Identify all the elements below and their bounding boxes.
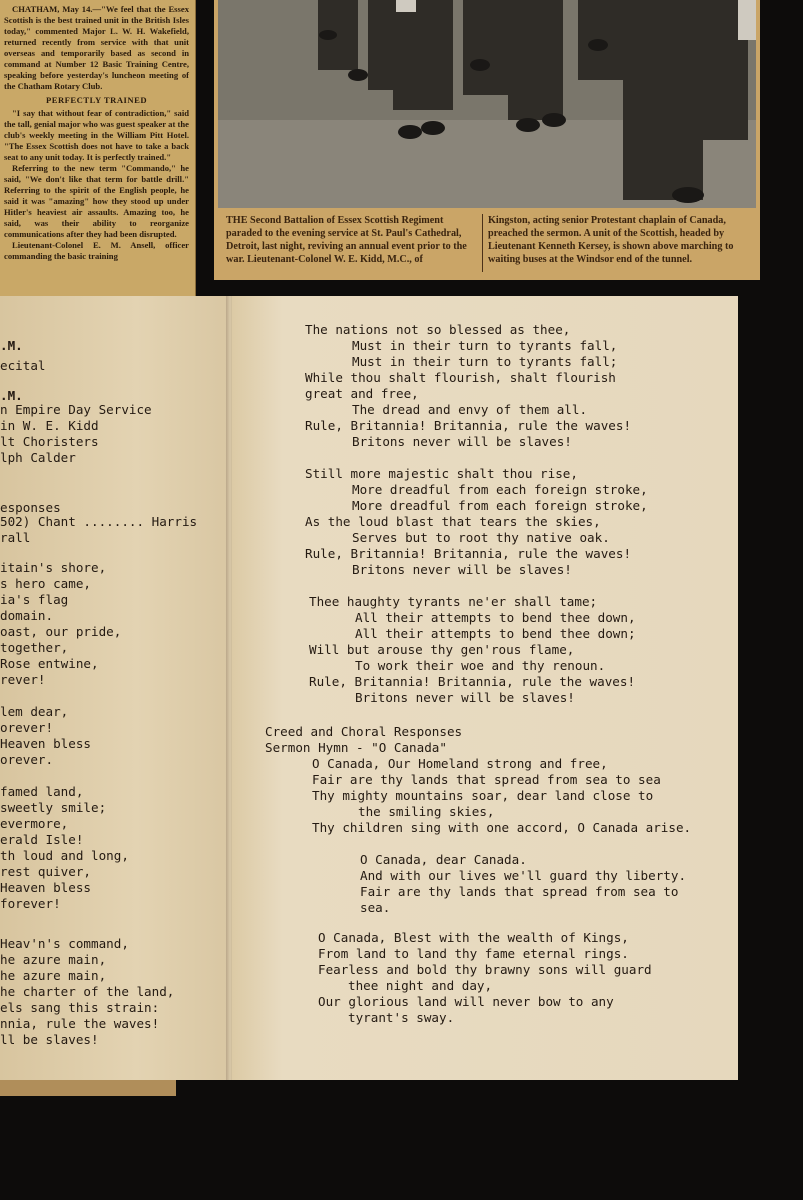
left-page-line: els sang this strain:: [0, 1000, 160, 1015]
left-page-line: Heav'n's command,: [0, 936, 129, 951]
clipping-paragraph: Lieutenant-Colonel E. M. Ansell, officer commanding the basic training: [4, 240, 189, 261]
clipping-paragraph: "I say that without fear of contradiction," said the tall, genial major who was guest speaker at the club's weekly meeting in the William Pitt Hotel. "The Essex Scottish does not have to take a back seat to any unit today. It is perfectly trained.": [4, 108, 189, 162]
clipping-paragraph: Referring to the new term "Commando," he said, "We don't like that term for battle drill." Referring to the spirit of the English people, he said it was "amazing" how they stood up under Hitler's heaviest air assaults. Amazing too, he said, was their ability to reorganize communications after they had been disrupted.: [4, 163, 189, 239]
right-page-line: Thy mighty mountains soar, dear land close to: [312, 788, 654, 803]
right-page-line: To work their woe and thy renoun.: [355, 658, 606, 673]
left-page-line: s hero came,: [0, 576, 91, 591]
clipping-subhead: PERFECTLY TRAINED: [45, 95, 148, 105]
right-page-line: Thee haughty tyrants ne'er shall tame;: [309, 594, 598, 609]
left-page-line: 502) Chant ........ Harris: [0, 514, 198, 529]
right-page-line: thee night and day,: [348, 978, 493, 993]
left-page-line: th loud and long,: [0, 848, 129, 863]
marching-soldiers-photo: [218, 0, 756, 208]
left-page-line: evermore,: [0, 816, 69, 831]
left-page-line: erald Isle!: [0, 832, 84, 847]
left-page-line: orever!: [0, 720, 54, 735]
right-page-line: And with our lives we'll guard thy liberty.: [360, 868, 687, 883]
right-page-line: tyrant's sway.: [348, 1010, 455, 1025]
left-page-line: .M.: [0, 388, 23, 403]
left-page-line: he charter of the land,: [0, 984, 175, 999]
right-page-line: Britons never will be slaves!: [352, 434, 572, 449]
right-page-line: Fearless and bold thy brawny sons will guard: [318, 962, 652, 977]
photo-image: [218, 0, 756, 208]
clipping-edge: [0, 1080, 176, 1096]
left-page-line: itain's shore,: [0, 560, 107, 575]
left-page-line: .M.: [0, 338, 23, 353]
caption-divider: [482, 214, 483, 272]
newspaper-photo-clipping: [214, 0, 760, 280]
left-page-line: ecital: [0, 358, 46, 373]
right-page-line: Sermon Hymn - "O Canada": [265, 740, 447, 755]
right-page-line: All their attempts to bend thee down,: [355, 610, 636, 625]
left-page-line: rest quiver,: [0, 864, 91, 879]
right-page-line: The dread and envy of them all.: [352, 402, 588, 417]
right-page-line: Fair are thy lands that spread from sea to sea: [312, 772, 661, 787]
booklet-right-page: [232, 296, 738, 1080]
right-page-line: Rule, Britannia! Britannia, rule the waves!: [305, 418, 632, 433]
left-page-line: Heaven bless: [0, 736, 91, 751]
left-page-line: lt Choristers: [0, 434, 99, 449]
right-page-line: Thy children sing with one accord, O Canada arise.: [312, 820, 692, 835]
right-page-line: Britons never will be slaves!: [355, 690, 575, 705]
right-page-line: the smiling skies,: [358, 804, 495, 819]
left-page-line: esponses: [0, 500, 61, 515]
right-page-line: Still more majestic shalt thou rise,: [305, 466, 578, 481]
left-page-line: lph Calder: [0, 450, 76, 465]
right-page-line: Serves but to root thy native oak.: [352, 530, 610, 545]
program-booklet: [0, 296, 738, 1080]
left-page-line: ll be slaves!: [0, 1032, 99, 1047]
left-page-line: Heaven bless: [0, 880, 91, 895]
left-page-line: rever!: [0, 672, 46, 687]
clipping-paragraph: CHATHAM, May 14.—"We feel that the Essex Scottish is the best trained unit in the British Isles today," commented Major L. W. H. Wakefield, returned recently from service with that unit overseas and temporarily based as second in command at Number 12 Basic Training Centre, speaking before yesterday's luncheon meeting of the Chatham Rotary Club.: [4, 4, 189, 91]
right-page-line: Creed and Choral Responses: [265, 724, 463, 739]
left-page-line: sweetly smile;: [0, 800, 107, 815]
right-page-line: The nations not so blessed as thee,: [305, 322, 571, 337]
right-page-line: great and free,: [305, 386, 419, 401]
left-page-line: domain.: [0, 608, 54, 623]
right-page-line: O Canada, Our Homeland strong and free,: [312, 756, 608, 771]
right-page-line: Britons never will be slaves!: [352, 562, 572, 577]
left-page-line: lem dear,: [0, 704, 69, 719]
left-page-line: he azure main,: [0, 968, 107, 983]
right-page-line: While thou shalt flourish, shalt flourish: [305, 370, 616, 385]
right-page-line: O Canada, Blest with the wealth of Kings,: [318, 930, 629, 945]
left-page-line: ia's flag: [0, 592, 69, 607]
right-page-line: Must in their turn to tyrants fall,: [352, 338, 618, 353]
left-page-line: oast, our pride,: [0, 624, 122, 639]
caption-left-column: THE Second Battalion of Essex Scottish Regiment paraded to the evening service at St. Paul's Cathedral, Detroit, last night, reviving an annual event prior to the war. Lieutenant-Colonel W. E. Kidd, M.C., of: [226, 215, 467, 265]
left-page-line: orever.: [0, 752, 54, 767]
caption-right-column: Kingston, acting senior Protestant chaplain of Canada, preached the sermon. A unit of the Scottish, headed by Lieutenant Kenneth Kersey, is shown above marching to waiting buses at the Windsor end of the tunnel.: [488, 215, 734, 265]
right-page-line: From land to land thy fame eternal rings.: [318, 946, 629, 961]
left-page-line: rall: [0, 530, 31, 545]
right-page-line: Will but arouse thy gen'rous flame,: [309, 642, 575, 657]
right-page-line: Rule, Britannia! Britannia, rule the waves!: [305, 546, 632, 561]
left-page-line: n Empire Day Service: [0, 402, 152, 417]
newspaper-clipping-left: [0, 0, 196, 302]
right-page-line: All their attempts to bend thee down;: [355, 626, 636, 641]
right-page-line: Rule, Britannia! Britannia, rule the waves!: [309, 674, 636, 689]
left-page-line: in W. E. Kidd: [0, 418, 99, 433]
right-page-line: Must in their turn to tyrants fall;: [352, 354, 618, 369]
left-page-line: together,: [0, 640, 69, 655]
left-page-line: nnia, rule the waves!: [0, 1016, 160, 1031]
right-page-line: sea.: [360, 900, 391, 915]
right-page-line: Our glorious land will never bow to any: [318, 994, 614, 1009]
right-page-line: More dreadful from each foreign stroke,: [352, 498, 648, 513]
right-page-line: Fair are thy lands that spread from sea to: [360, 884, 679, 899]
right-page-line: More dreadful from each foreign stroke,: [352, 482, 648, 497]
left-page-line: forever!: [0, 896, 61, 911]
left-page-line: famed land,: [0, 784, 84, 799]
right-page-line: O Canada, dear Canada.: [360, 852, 527, 867]
left-page-line: he azure main,: [0, 952, 107, 967]
left-page-line: Rose entwine,: [0, 656, 99, 671]
right-page-line: As the loud blast that tears the skies,: [305, 514, 601, 529]
booklet-left-page: [0, 296, 228, 1080]
